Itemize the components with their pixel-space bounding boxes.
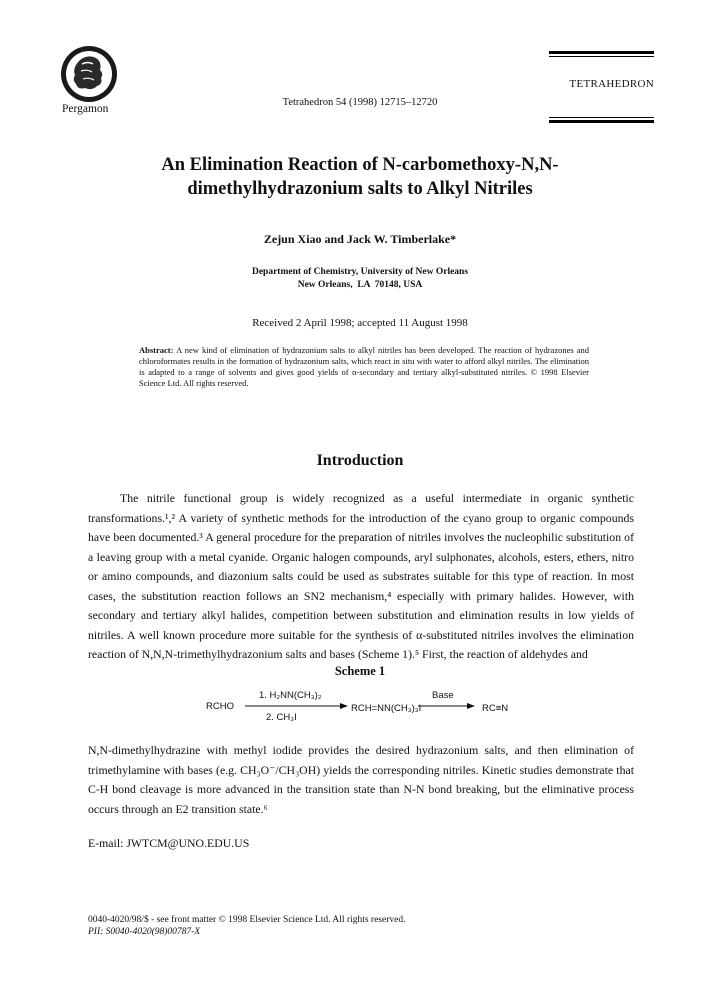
footer-pii: PII: S0040-4020(98)00787-X bbox=[88, 927, 201, 937]
scheme-intermediate: RCH=NN(CH₃)₃I bbox=[351, 703, 422, 714]
scheme-product: RC≡N bbox=[482, 703, 509, 714]
intro-paragraph-2: N,N-dimethylhydrazine with methyl iodide provides the desired hydrazonium salts, and then elimination of trimethylamine with bases (e.g. CH₃O⁻/CH₃OH) yields the corresponding nitriles. Kinetic studies demonstrate that C-H bond cleavage is more advanced in the transition state than N-N bond breaking, but the eliminative process occurs through an E2 transition state.⁶ bbox=[88, 743, 634, 816]
header-rule-top bbox=[549, 51, 654, 54]
article-title: An Elimination Reaction of N-carbomethoxy-N,N-dimethylhydrazonium salts to Alkyl Nitriles bbox=[161, 155, 559, 199]
header-rule-bottom bbox=[549, 120, 654, 123]
publisher-name: Pergamon bbox=[62, 103, 109, 115]
header-rule-bottom-thin bbox=[549, 117, 654, 118]
article-authors: Zejun Xiao and Jack W. Timberlake* bbox=[263, 232, 457, 246]
section-heading-introduction: Introduction bbox=[316, 452, 404, 469]
abstract bbox=[139, 345, 589, 389]
header-rule-top-thin bbox=[549, 56, 654, 57]
abstract-label: Abstract: bbox=[139, 345, 174, 355]
scheme-arrowhead-1 bbox=[340, 703, 348, 709]
abstract-text: A new kind of elimination of hydrazonium salts to alkyl nitriles has been developed. The reaction of hydrazones and chloroformates results in the formation of hydrazonium salts, which react in situ with water to afford alkyl nitriles. The elimination is adapted to a range of solvents and gives good yields of α-secondary and tertiary alkyl-substituted nitriles. © 1998 Elsevier Science Ltd. All rights reserved. bbox=[139, 345, 590, 388]
corresponding-email: E-mail: JWTCM@UNO.EDU.US bbox=[88, 836, 250, 850]
journal-citation: Tetrahedron 54 (1998) 12715–12720 bbox=[282, 97, 438, 108]
scheme-title: Scheme 1 bbox=[334, 664, 386, 678]
scheme-step2-reagent: Base bbox=[432, 690, 454, 701]
journal-name: TETRAHEDRON bbox=[569, 78, 654, 90]
publisher-logo bbox=[52, 44, 126, 104]
author-affiliation bbox=[0, 266, 720, 292]
affiliation-line-2: New Orleans, LA 70148, USA bbox=[297, 280, 423, 290]
scheme-step1-reagent-2: 2. CH₃I bbox=[266, 712, 297, 723]
scheme-reactant: RCHO bbox=[206, 701, 234, 712]
received-dates: Received 2 April 1998; accepted 11 August 1998 bbox=[252, 317, 468, 329]
affiliation-line-1: Department of Chemistry, University of New Orleans bbox=[251, 267, 469, 277]
footer-copyright: 0040-4020/98/$ - see front matter © 1998 Elsevier Science Ltd. All rights reserved. bbox=[88, 915, 406, 925]
scheme-arrowhead-2 bbox=[467, 703, 475, 709]
footer bbox=[88, 914, 405, 938]
intro-paragraph-1: The nitrile functional group is widely recognized as a useful intermediate in organic synthetic transformations.¹,² A variety of synthetic methods for the introduction of the cyano group to organic compounds have been documented.³ A general procedure for the preparation of nitriles involves the nucleophilic substitution of a leaving group with a metal cyanide. Organic halogen compounds, aryl sulphonates, alcohols, esters, ethers, nitro or amino compounds, and diazonium salts could be used as substrates suitable for this type of reaction. In most cases, the substitution reaction follows an SN2 mechanism,⁴ especially with primary halides. However, with secondary and tertiary alkyl halides, competition between substitution and elimination results in low yields of nitriles. A well known procedure more suitable for the synthesis of α-substituted nitriles involves the elimination reaction of N,N,N-trimethylhydrazonium salts and bases (Scheme 1).⁵ First, the reaction of aldehydes and bbox=[88, 491, 634, 661]
scheme-step1-reagent-1: 1. H₂NN(CH₃)₂ bbox=[259, 690, 322, 701]
